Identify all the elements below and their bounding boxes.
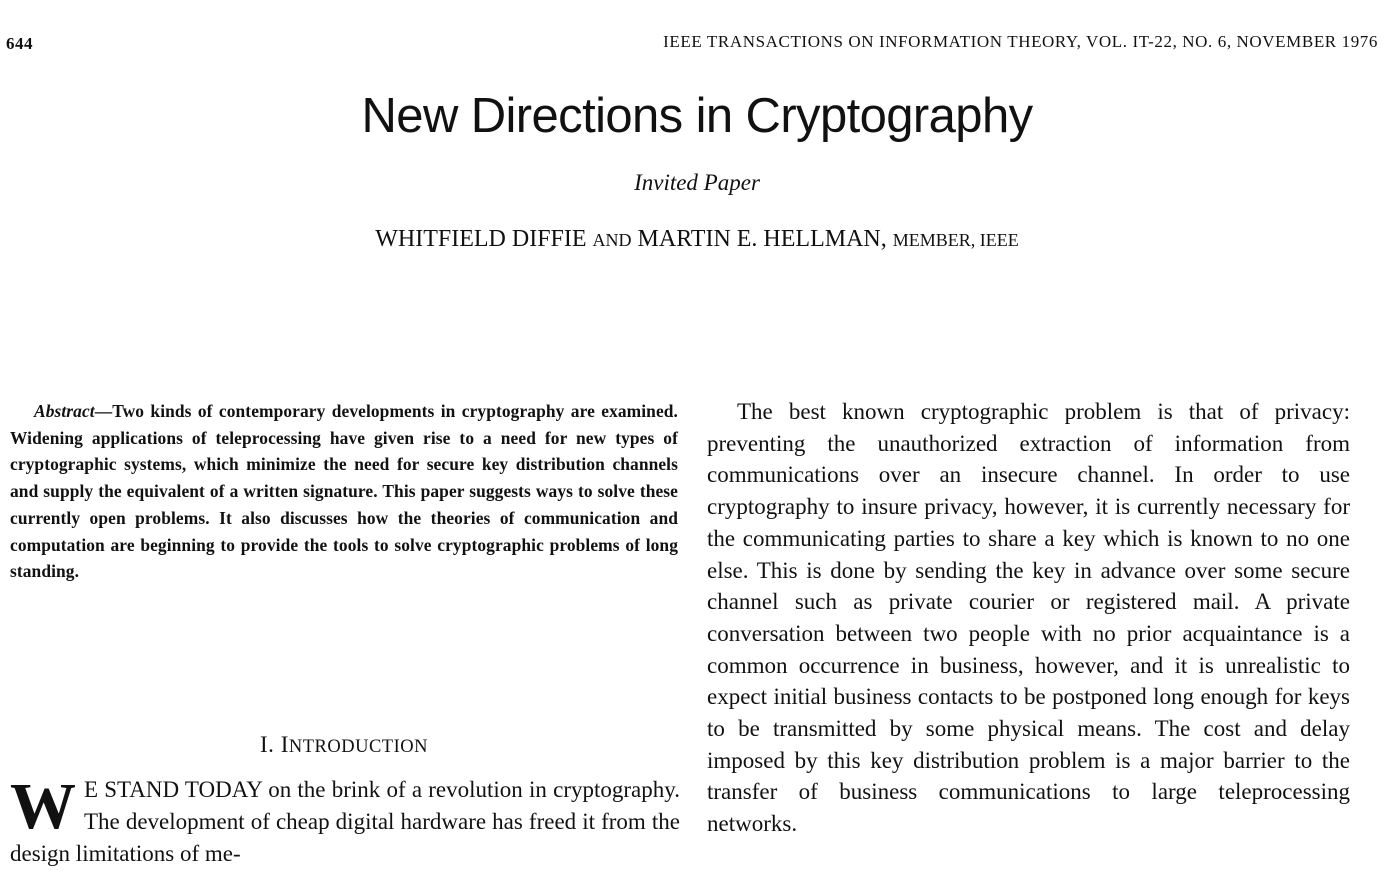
section-heading-introduction [10, 732, 678, 758]
author-diffie: WHITFIELD DIFFIE [375, 226, 587, 252]
author-hellman: MARTIN E. HELLMAN, [637, 226, 887, 252]
abstract [10, 398, 678, 585]
abstract-text: —Two kinds of contemporary developments in cryptography are examined. Widening applications of teleprocessing have given rise to a need for new types of cryptographic systems, which minimize the need for secure key distribution channels and supply the equivalent of a written signature. This paper suggests ways to solve these currently open problems. It also discusses how the theories of communication and computation are beginning to provide the tools to solve cryptographic problems of long standing. [10, 401, 678, 582]
author-conjunction: AND [592, 230, 632, 250]
author-affiliation: MEMBER, IEEE [892, 230, 1019, 250]
section-title-rest: NTRODUCTION [288, 737, 428, 757]
section-number: I. [260, 732, 275, 757]
introduction-text: E STAND TODAY on the brink of a revolution in cryptography. The development of cheap digital hardware has freed it from the design limitations of me- [10, 777, 680, 866]
introduction-paragraph [10, 770, 680, 870]
running-head: IEEE TRANSACTIONS ON INFORMATION THEORY, VOL. IT-22, NO. 6, NOVEMBER 1976 [663, 32, 1378, 51]
author-line [0, 226, 1394, 253]
abstract-label: Abstract [34, 401, 95, 421]
section-title-initial: I [280, 732, 289, 757]
paper-title: New Directions in Cryptography [361, 89, 1033, 143]
page-number: 644 [6, 34, 33, 53]
paper-subtitle: Invited Paper [634, 170, 760, 195]
drop-cap: W [10, 770, 76, 843]
right-column-paragraph: The best known cryptographic problem is that of privacy: preventing the unauthorized extraction of information from communications over an insecure channel. In order to use cryptography to insure privacy, however, it is currently necessary for the communicating parties to share a key which is known to no one else. This is done by sending the key in advance over some secure channel such as private courier or registered mail. A private conversation between two people with no prior acquaintance is a common occurrence in business, however, and it is unrealistic to expect initial business contacts to be postponed long enough for keys to be transmitted by some physical means. The cost and delay imposed by this key distribution problem is a major barrier to the transfer of business communications to large teleprocessing networks. [707, 399, 1350, 837]
